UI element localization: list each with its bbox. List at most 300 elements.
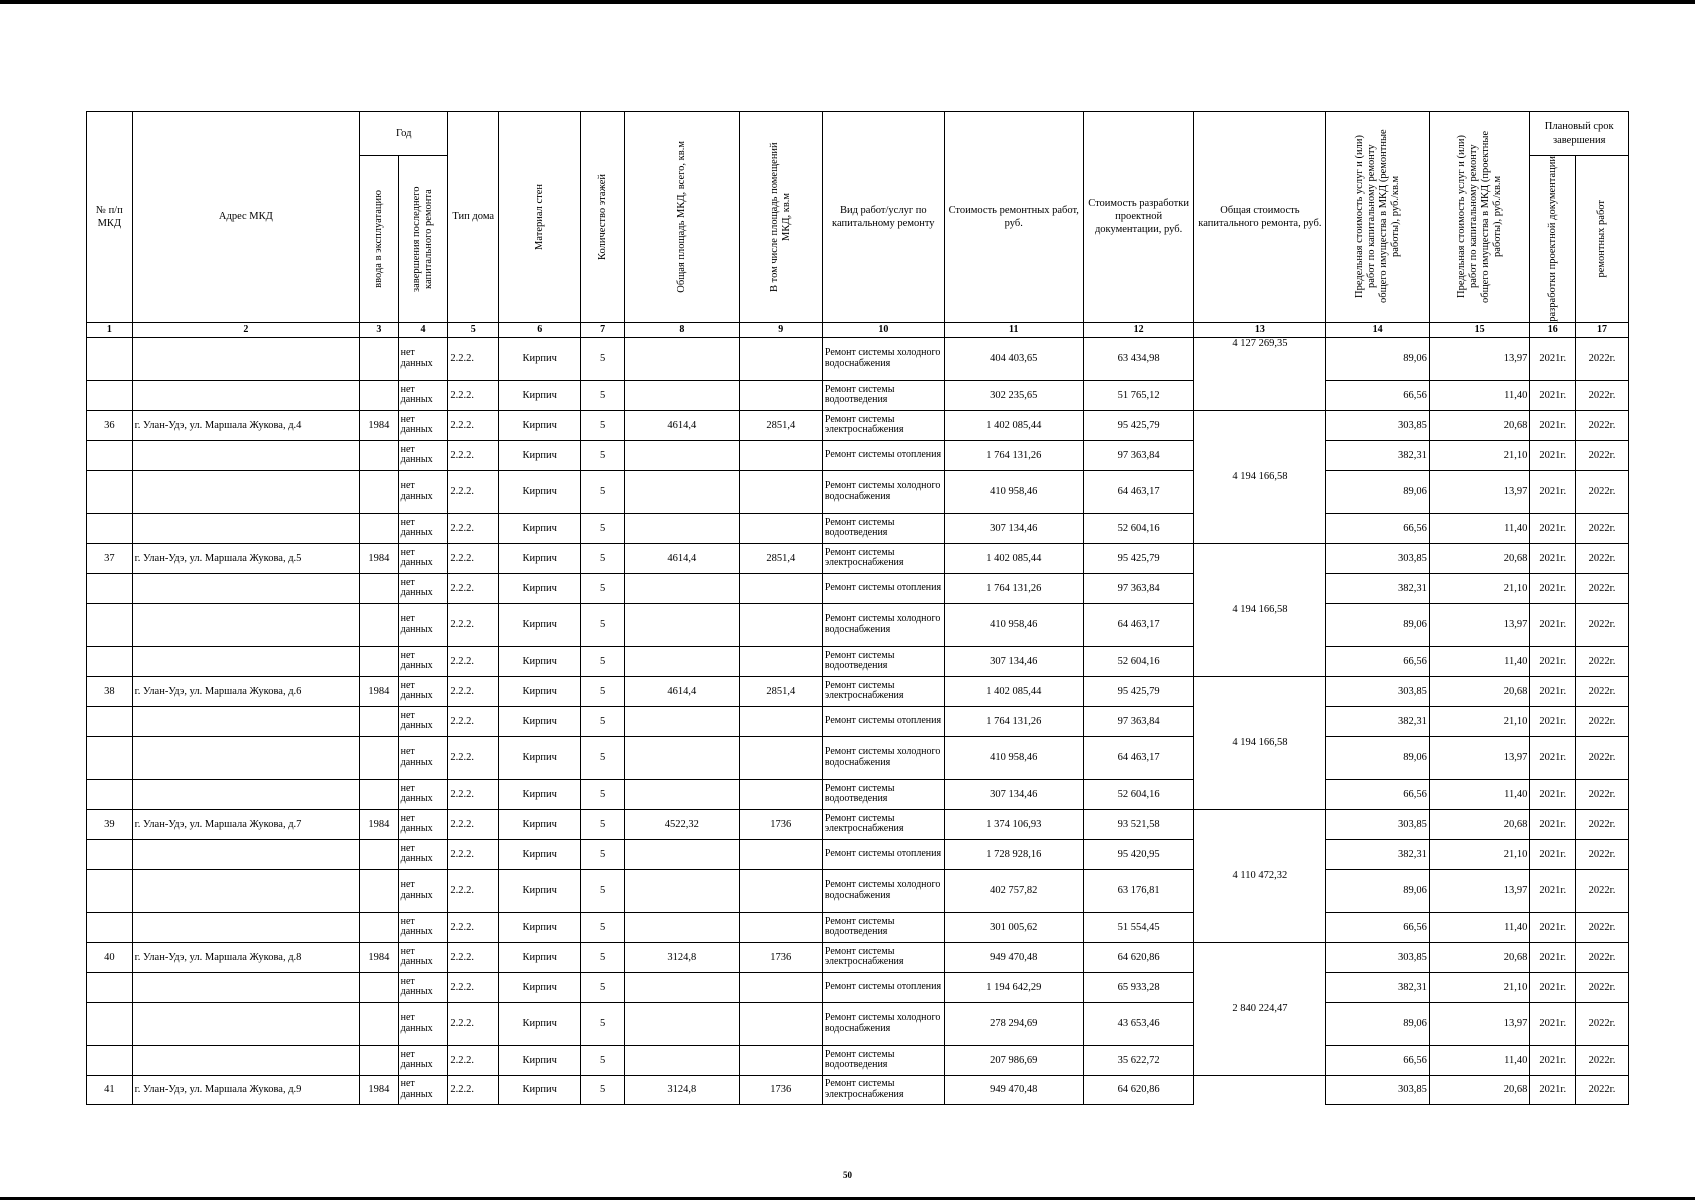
table-row [87,337,1629,380]
row-term-design: 2021г. [1530,603,1576,646]
row-premises-area [739,337,822,380]
row-commission-year: 1984 [360,543,399,573]
row-term-repair: 2022г. [1576,1045,1629,1075]
row-floors: 5 [581,380,625,410]
row-repair-cost: 1 374 106,93 [944,809,1083,839]
row-last-repair: нет данных [398,1075,448,1104]
row-term-design: 2021г. [1530,942,1576,972]
row-house-type: 2.2.2. [448,869,499,912]
row-premises-area: 2851,4 [739,543,822,573]
table-row [87,380,1629,410]
row-floors: 5 [581,809,625,839]
row-wall-material: Кирпич [499,603,581,646]
row-number [87,972,133,1002]
row-address [132,706,359,736]
row-floors: 5 [581,736,625,779]
row-limit-design: 21,10 [1429,972,1529,1002]
row-premises-area [739,839,822,869]
row-limit-repair: 382,31 [1326,706,1430,736]
row-total-cost: 4 194 166,58 [1194,410,1326,543]
row-limit-design: 13,97 [1429,869,1529,912]
column-number: 1 [87,322,133,337]
row-total-area [624,839,739,869]
row-total-area [624,337,739,380]
row-total-cost: 4 194 166,58 [1194,543,1326,676]
row-term-design: 2021г. [1530,1045,1576,1075]
row-limit-repair: 303,85 [1326,676,1430,706]
row-last-repair: нет данных [398,1002,448,1045]
row-last-repair: нет данных [398,869,448,912]
col-header-term-repair [1576,156,1629,323]
row-last-repair: нет данных [398,942,448,972]
row-design-cost: 64 463,17 [1083,736,1194,779]
row-number [87,912,133,942]
row-design-cost: 63 176,81 [1083,869,1194,912]
column-number: 10 [822,322,944,337]
row-work-type: Ремонт системы отопления [822,573,944,603]
row-total-area: 3124,8 [624,1075,739,1104]
row-premises-area [739,706,822,736]
row-repair-cost: 1 764 131,26 [944,706,1083,736]
row-term-repair: 2022г. [1576,543,1629,573]
row-design-cost: 97 363,84 [1083,440,1194,470]
row-commission-year [360,912,399,942]
row-wall-material: Кирпич [499,573,581,603]
col-header-limit-design-text: Предельная стоимость услуг и (или) работ по капитальному ремонту общего имущества в МКД (проектные работы), руб./кв.м [1455,130,1503,303]
row-work-type: Ремонт системы холодного водоснабжения [822,736,944,779]
row-total-area: 4614,4 [624,676,739,706]
row-limit-repair: 303,85 [1326,1075,1430,1104]
row-term-design: 2021г. [1530,1075,1576,1104]
row-floors: 5 [581,543,625,573]
table-row [87,676,1629,706]
row-repair-cost: 410 958,46 [944,736,1083,779]
row-floors: 5 [581,513,625,543]
row-house-type: 2.2.2. [448,972,499,1002]
row-premises-area [739,736,822,779]
col-header-limit-repair-text: Предельная стоимость услуг и (или) работ по капитальному ремонту общего имущества в МКД (ремонтные работы), руб./кв.м [1353,130,1401,304]
row-total-cost: 2 840 224,47 [1194,942,1326,1075]
row-house-type: 2.2.2. [448,380,499,410]
row-number [87,337,133,380]
row-limit-repair: 66,56 [1326,779,1430,809]
table-row [87,779,1629,809]
row-repair-cost: 1 764 131,26 [944,573,1083,603]
row-work-type: Ремонт системы холодного водоснабжения [822,1002,944,1045]
row-term-design: 2021г. [1530,1002,1576,1045]
row-term-repair: 2022г. [1576,513,1629,543]
row-floors: 5 [581,410,625,440]
row-repair-cost: 207 986,69 [944,1045,1083,1075]
row-repair-cost: 1 402 085,44 [944,676,1083,706]
row-commission-year [360,646,399,676]
row-design-cost: 51 554,45 [1083,912,1194,942]
row-term-design: 2021г. [1530,839,1576,869]
table-row [87,440,1629,470]
col-header-num: № п/п МКД [87,112,133,323]
row-house-type: 2.2.2. [448,1002,499,1045]
row-design-cost: 95 425,79 [1083,676,1194,706]
column-number: 8 [624,322,739,337]
row-limit-repair: 89,06 [1326,1002,1430,1045]
row-address [132,603,359,646]
row-floors: 5 [581,869,625,912]
row-design-cost: 97 363,84 [1083,573,1194,603]
row-address [132,337,359,380]
col-header-total-area [624,112,739,323]
row-total-area [624,869,739,912]
row-term-repair: 2022г. [1576,942,1629,972]
row-design-cost: 97 363,84 [1083,706,1194,736]
row-total-cost: 4 194 166,58 [1194,676,1326,809]
row-premises-area [739,779,822,809]
row-last-repair: нет данных [398,676,448,706]
row-repair-cost: 307 134,46 [944,779,1083,809]
row-term-repair: 2022г. [1576,380,1629,410]
column-number: 14 [1326,322,1430,337]
row-address [132,513,359,543]
col-header-total-cost: Общая стоимость капитального ремонта, руб. [1194,112,1326,323]
row-limit-design: 13,97 [1429,1002,1529,1045]
row-last-repair: нет данных [398,736,448,779]
column-number: 13 [1194,322,1326,337]
row-house-type: 2.2.2. [448,809,499,839]
row-number [87,573,133,603]
row-total-area [624,972,739,1002]
row-total-area [624,1045,739,1075]
row-design-cost: 35 622,72 [1083,1045,1194,1075]
row-premises-area [739,869,822,912]
row-premises-area [739,1045,822,1075]
row-last-repair: нет данных [398,440,448,470]
table-row [87,912,1629,942]
row-total-area: 4614,4 [624,410,739,440]
row-house-type: 2.2.2. [448,706,499,736]
row-wall-material: Кирпич [499,869,581,912]
row-number: 36 [87,410,133,440]
row-last-repair: нет данных [398,410,448,440]
row-commission-year [360,1002,399,1045]
row-number [87,706,133,736]
row-premises-area [739,440,822,470]
row-last-repair: нет данных [398,470,448,513]
row-repair-cost: 1 402 085,44 [944,543,1083,573]
row-last-repair: нет данных [398,603,448,646]
row-limit-repair: 303,85 [1326,543,1430,573]
column-number: 4 [398,322,448,337]
row-work-type: Ремонт системы отопления [822,440,944,470]
column-number: 7 [581,322,625,337]
row-address: г. Улан-Удэ, ул. Маршала Жукова, д.5 [132,543,359,573]
row-term-design: 2021г. [1530,809,1576,839]
row-term-repair: 2022г. [1576,809,1629,839]
row-last-repair: нет данных [398,337,448,380]
row-commission-year [360,706,399,736]
col-group-term: Плановый срок завершения [1530,112,1629,156]
repair-register-table [86,111,1629,1105]
row-number: 40 [87,942,133,972]
row-last-repair: нет данных [398,706,448,736]
row-number: 37 [87,543,133,573]
row-term-repair: 2022г. [1576,869,1629,912]
row-wall-material: Кирпич [499,942,581,972]
table-row [87,736,1629,779]
row-address: г. Улан-Удэ, ул. Маршала Жукова, д.8 [132,942,359,972]
row-last-repair: нет данных [398,513,448,543]
row-floors: 5 [581,1075,625,1104]
col-header-limit-design [1429,112,1529,323]
row-term-design: 2021г. [1530,543,1576,573]
table-row [87,470,1629,513]
column-number: 6 [499,322,581,337]
row-limit-design: 21,10 [1429,706,1529,736]
row-floors: 5 [581,942,625,972]
row-term-design: 2021г. [1530,573,1576,603]
row-limit-design: 11,40 [1429,912,1529,942]
table-row [87,942,1629,972]
table-row [87,410,1629,440]
row-address [132,1045,359,1075]
col-header-term-repair-text: ремонтных работ [1596,200,1607,278]
row-term-design: 2021г. [1530,676,1576,706]
row-wall-material: Кирпич [499,912,581,942]
row-address [132,470,359,513]
row-total-cost: 4 127 269,35 [1194,337,1326,410]
row-commission-year [360,603,399,646]
column-number: 11 [944,322,1083,337]
row-work-type: Ремонт системы отопления [822,839,944,869]
row-premises-area: 1736 [739,809,822,839]
row-design-cost: 64 620,86 [1083,942,1194,972]
row-premises-area: 1736 [739,942,822,972]
row-work-type: Ремонт системы водоотведения [822,513,944,543]
row-work-type: Ремонт системы водоотведения [822,1045,944,1075]
row-work-type: Ремонт системы электроснабжения [822,410,944,440]
row-last-repair: нет данных [398,912,448,942]
column-number: 12 [1083,322,1194,337]
row-wall-material: Кирпич [499,646,581,676]
row-number [87,869,133,912]
col-header-address: Адрес МКД [132,112,359,323]
row-term-design: 2021г. [1530,470,1576,513]
row-number [87,440,133,470]
row-commission-year: 1984 [360,410,399,440]
row-work-type: Ремонт системы водоотведения [822,646,944,676]
table-row [87,809,1629,839]
row-term-design: 2021г. [1530,513,1576,543]
row-premises-area [739,380,822,410]
row-house-type: 2.2.2. [448,1045,499,1075]
row-address: г. Улан-Удэ, ул. Маршала Жукова, д.6 [132,676,359,706]
row-number [87,839,133,869]
row-limit-repair: 382,31 [1326,839,1430,869]
row-limit-design: 21,10 [1429,839,1529,869]
row-floors: 5 [581,646,625,676]
row-limit-repair: 66,56 [1326,1045,1430,1075]
table-row [87,972,1629,1002]
col-header-premises-area [739,112,822,323]
col-header-premises-area-text: В том числе площадь помещений МКД, кв.м [768,142,792,292]
row-last-repair: нет данных [398,646,448,676]
row-last-repair: нет данных [398,573,448,603]
row-premises-area [739,972,822,1002]
row-limit-design: 11,40 [1429,513,1529,543]
col-header-house-type: Тип дома [448,112,499,323]
column-number-row [87,322,1629,337]
row-limit-repair: 89,06 [1326,736,1430,779]
row-term-repair: 2022г. [1576,972,1629,1002]
table-body [87,337,1629,1104]
row-address [132,779,359,809]
row-wall-material: Кирпич [499,706,581,736]
row-design-cost: 65 933,28 [1083,972,1194,1002]
row-limit-repair: 382,31 [1326,573,1430,603]
row-wall-material: Кирпич [499,1075,581,1104]
row-address [132,869,359,912]
row-commission-year [360,513,399,543]
table-row [87,1002,1629,1045]
row-total-area [624,736,739,779]
row-term-repair: 2022г. [1576,410,1629,440]
row-floors: 5 [581,1045,625,1075]
row-limit-repair: 66,56 [1326,646,1430,676]
row-wall-material: Кирпич [499,779,581,809]
row-repair-cost: 402 757,82 [944,869,1083,912]
row-commission-year [360,972,399,1002]
row-wall-material: Кирпич [499,676,581,706]
row-design-cost: 64 463,17 [1083,470,1194,513]
col-header-limit-repair [1326,112,1430,323]
row-premises-area: 2851,4 [739,410,822,440]
row-work-type: Ремонт системы электроснабжения [822,676,944,706]
row-term-design: 2021г. [1530,337,1576,380]
row-floors: 5 [581,912,625,942]
row-total-area [624,513,739,543]
row-work-type: Ремонт системы отопления [822,972,944,1002]
row-wall-material: Кирпич [499,513,581,543]
column-number: 17 [1576,322,1629,337]
row-number [87,779,133,809]
row-floors: 5 [581,839,625,869]
col-header-commission-year [360,156,399,323]
row-total-area: 4614,4 [624,543,739,573]
table-row [87,839,1629,869]
row-last-repair: нет данных [398,779,448,809]
col-header-last-repair-year-text: завершения последнего капитального ремонта [410,186,434,292]
col-group-year: Год [360,112,448,156]
row-term-repair: 2022г. [1576,912,1629,942]
row-term-repair: 2022г. [1576,337,1629,380]
row-commission-year [360,573,399,603]
row-wall-material: Кирпич [499,380,581,410]
row-wall-material: Кирпич [499,809,581,839]
row-limit-design: 20,68 [1429,676,1529,706]
col-header-total-area-text: Общая площадь МКД, всего, кв.м [675,141,687,293]
row-address [132,646,359,676]
row-term-design: 2021г. [1530,440,1576,470]
row-term-repair: 2022г. [1576,736,1629,779]
table-row [87,646,1629,676]
row-work-type: Ремонт системы водоотведения [822,912,944,942]
col-header-repair-cost: Стоимость ремонтных работ, руб. [944,112,1083,323]
row-total-area [624,779,739,809]
row-commission-year [360,839,399,869]
row-limit-design: 11,40 [1429,646,1529,676]
row-limit-design: 21,10 [1429,573,1529,603]
row-repair-cost: 302 235,65 [944,380,1083,410]
row-commission-year [360,1045,399,1075]
row-number: 39 [87,809,133,839]
row-repair-cost: 278 294,69 [944,1002,1083,1045]
row-house-type: 2.2.2. [448,646,499,676]
row-limit-repair: 89,06 [1326,603,1430,646]
row-work-type: Ремонт системы холодного водоснабжения [822,869,944,912]
row-repair-cost: 307 134,46 [944,646,1083,676]
row-premises-area: 1736 [739,1075,822,1104]
row-house-type: 2.2.2. [448,603,499,646]
row-term-design: 2021г. [1530,869,1576,912]
row-total-area [624,1002,739,1045]
row-limit-design: 11,40 [1429,1045,1529,1075]
table-row [87,1045,1629,1075]
row-address [132,1002,359,1045]
row-commission-year [360,470,399,513]
row-limit-design: 20,68 [1429,543,1529,573]
col-header-wall-material [499,112,581,323]
row-limit-design: 20,68 [1429,942,1529,972]
row-term-design: 2021г. [1530,410,1576,440]
row-work-type: Ремонт системы отопления [822,706,944,736]
table-row [87,543,1629,573]
row-limit-design: 11,40 [1429,380,1529,410]
col-header-work-type: Вид работ/услуг по капитальному ремонту [822,112,944,323]
row-limit-repair: 89,06 [1326,470,1430,513]
row-total-area [624,912,739,942]
row-wall-material: Кирпич [499,972,581,1002]
row-house-type: 2.2.2. [448,779,499,809]
row-wall-material: Кирпич [499,1045,581,1075]
row-last-repair: нет данных [398,972,448,1002]
row-repair-cost: 404 403,65 [944,337,1083,380]
row-premises-area [739,573,822,603]
row-term-repair: 2022г. [1576,1002,1629,1045]
row-design-cost: 64 620,86 [1083,1075,1194,1104]
row-total-area [624,470,739,513]
row-floors: 5 [581,779,625,809]
col-header-term-design-text: разработки проектной документации [1546,156,1558,322]
row-term-design: 2021г. [1530,380,1576,410]
row-number [87,646,133,676]
row-limit-repair: 303,85 [1326,942,1430,972]
col-header-commission-year-text: ввода в эксплуатацию [372,189,384,288]
row-premises-area [739,470,822,513]
row-address [132,839,359,869]
row-design-cost: 52 604,16 [1083,646,1194,676]
row-limit-repair: 382,31 [1326,972,1430,1002]
row-commission-year [360,337,399,380]
row-limit-design: 20,68 [1429,1075,1529,1104]
row-number: 38 [87,676,133,706]
table-row [87,1075,1629,1104]
row-commission-year: 1984 [360,942,399,972]
col-header-wall-material-text: Материал стен [533,183,545,250]
row-address: г. Улан-Удэ, ул. Маршала Жукова, д.9 [132,1075,359,1104]
row-floors: 5 [581,706,625,736]
row-repair-cost: 410 958,46 [944,603,1083,646]
row-wall-material: Кирпич [499,1002,581,1045]
row-design-cost: 51 765,12 [1083,380,1194,410]
row-total-area [624,646,739,676]
